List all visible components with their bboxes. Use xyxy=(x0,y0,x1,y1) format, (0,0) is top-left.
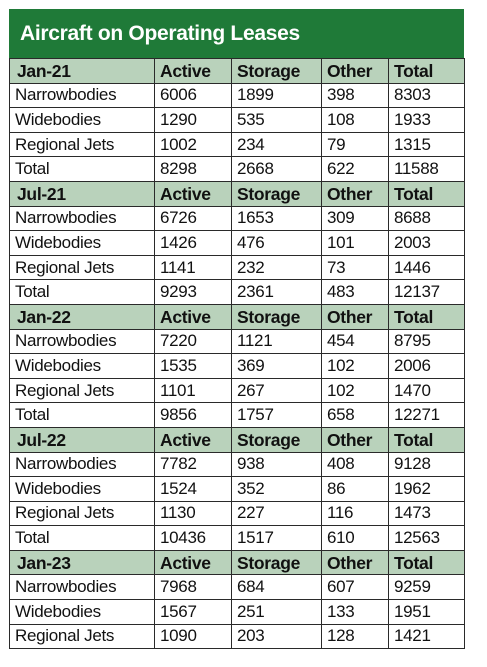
value-cell: 79 xyxy=(322,132,389,157)
value-cell: 483 xyxy=(322,280,389,305)
value-cell: 398 xyxy=(322,83,389,108)
value-cell: 232 xyxy=(232,255,322,280)
value-cell: 6726 xyxy=(155,206,232,231)
table-row xyxy=(10,231,465,256)
value-cell: 267 xyxy=(232,378,322,403)
value-cell: 938 xyxy=(232,452,322,477)
lease-table xyxy=(9,58,465,649)
period-label: Jul-21 xyxy=(10,181,155,206)
value-cell: 101 xyxy=(322,231,389,256)
period-label: Jan-23 xyxy=(10,550,155,575)
row-label: Widebodies xyxy=(10,354,155,379)
value-cell: 309 xyxy=(322,206,389,231)
period-label: Jul-22 xyxy=(10,427,155,452)
value-cell: 1121 xyxy=(232,329,322,354)
section-header-row xyxy=(10,304,465,329)
value-cell: 6006 xyxy=(155,83,232,108)
table-row xyxy=(10,403,465,428)
table-row xyxy=(10,600,465,625)
table-row xyxy=(10,157,465,182)
value-cell: 1130 xyxy=(155,501,232,526)
row-label: Widebodies xyxy=(10,108,155,133)
value-cell: 7782 xyxy=(155,452,232,477)
column-header-active: Active xyxy=(155,181,232,206)
value-cell: 86 xyxy=(322,477,389,502)
value-cell: 7220 xyxy=(155,329,232,354)
table-row xyxy=(10,280,465,305)
value-cell: 1426 xyxy=(155,231,232,256)
table-row xyxy=(10,452,465,477)
value-cell: 133 xyxy=(322,600,389,625)
value-cell: 2003 xyxy=(389,231,465,256)
value-cell: 9128 xyxy=(389,452,465,477)
value-cell: 8298 xyxy=(155,157,232,182)
value-cell: 2361 xyxy=(232,280,322,305)
value-cell: 108 xyxy=(322,108,389,133)
value-cell: 8688 xyxy=(389,206,465,231)
row-label: Narrowbodies xyxy=(10,83,155,108)
value-cell: 476 xyxy=(232,231,322,256)
table-row xyxy=(10,477,465,502)
value-cell: 10436 xyxy=(155,526,232,551)
value-cell: 227 xyxy=(232,501,322,526)
table-row xyxy=(10,132,465,157)
value-cell: 8303 xyxy=(389,83,465,108)
lease-table-figure xyxy=(9,9,464,649)
column-header-storage: Storage xyxy=(232,550,322,575)
column-header-storage: Storage xyxy=(232,59,322,84)
period-label: Jan-22 xyxy=(10,304,155,329)
value-cell: 9259 xyxy=(389,575,465,600)
row-label: Narrowbodies xyxy=(10,575,155,600)
row-label: Total xyxy=(10,526,155,551)
row-label: Total xyxy=(10,403,155,428)
section-header-row xyxy=(10,181,465,206)
value-cell: 607 xyxy=(322,575,389,600)
row-label: Widebodies xyxy=(10,477,155,502)
column-header-other: Other xyxy=(322,550,389,575)
lease-table-body xyxy=(10,59,465,649)
value-cell: 1524 xyxy=(155,477,232,502)
column-header-total: Total xyxy=(389,427,465,452)
column-header-active: Active xyxy=(155,59,232,84)
table-row xyxy=(10,501,465,526)
value-cell: 369 xyxy=(232,354,322,379)
value-cell: 1315 xyxy=(389,132,465,157)
value-cell: 203 xyxy=(232,624,322,649)
table-row xyxy=(10,378,465,403)
value-cell: 1933 xyxy=(389,108,465,133)
column-header-other: Other xyxy=(322,427,389,452)
section-header-row xyxy=(10,550,465,575)
row-label: Regional Jets xyxy=(10,255,155,280)
value-cell: 454 xyxy=(322,329,389,354)
value-cell: 73 xyxy=(322,255,389,280)
value-cell: 684 xyxy=(232,575,322,600)
value-cell: 12271 xyxy=(389,403,465,428)
value-cell: 12563 xyxy=(389,526,465,551)
value-cell: 1002 xyxy=(155,132,232,157)
table-row xyxy=(10,329,465,354)
column-header-other: Other xyxy=(322,304,389,329)
value-cell: 408 xyxy=(322,452,389,477)
value-cell: 1090 xyxy=(155,624,232,649)
column-header-other: Other xyxy=(322,181,389,206)
table-row xyxy=(10,206,465,231)
row-label: Regional Jets xyxy=(10,132,155,157)
value-cell: 1473 xyxy=(389,501,465,526)
value-cell: 12137 xyxy=(389,280,465,305)
value-cell: 1757 xyxy=(232,403,322,428)
value-cell: 1470 xyxy=(389,378,465,403)
table-title: Aircraft on Operating Leases xyxy=(9,9,464,58)
value-cell: 1535 xyxy=(155,354,232,379)
value-cell: 7968 xyxy=(155,575,232,600)
table-row xyxy=(10,255,465,280)
value-cell: 116 xyxy=(322,501,389,526)
row-label: Narrowbodies xyxy=(10,329,155,354)
value-cell: 102 xyxy=(322,354,389,379)
value-cell: 1653 xyxy=(232,206,322,231)
value-cell: 8795 xyxy=(389,329,465,354)
column-header-total: Total xyxy=(389,550,465,575)
value-cell: 1141 xyxy=(155,255,232,280)
column-header-storage: Storage xyxy=(232,304,322,329)
value-cell: 1567 xyxy=(155,600,232,625)
value-cell: 128 xyxy=(322,624,389,649)
column-header-total: Total xyxy=(389,304,465,329)
section-header-row xyxy=(10,59,465,84)
value-cell: 535 xyxy=(232,108,322,133)
row-label: Narrowbodies xyxy=(10,452,155,477)
table-row xyxy=(10,526,465,551)
period-label: Jan-21 xyxy=(10,59,155,84)
value-cell: 1962 xyxy=(389,477,465,502)
row-label: Regional Jets xyxy=(10,624,155,649)
row-label: Widebodies xyxy=(10,231,155,256)
column-header-total: Total xyxy=(389,181,465,206)
row-label: Widebodies xyxy=(10,600,155,625)
row-label: Regional Jets xyxy=(10,378,155,403)
value-cell: 2006 xyxy=(389,354,465,379)
value-cell: 1446 xyxy=(389,255,465,280)
row-label: Narrowbodies xyxy=(10,206,155,231)
value-cell: 9856 xyxy=(155,403,232,428)
value-cell: 622 xyxy=(322,157,389,182)
value-cell: 1517 xyxy=(232,526,322,551)
value-cell: 1101 xyxy=(155,378,232,403)
value-cell: 1951 xyxy=(389,600,465,625)
value-cell: 234 xyxy=(232,132,322,157)
value-cell: 1899 xyxy=(232,83,322,108)
row-label: Regional Jets xyxy=(10,501,155,526)
value-cell: 352 xyxy=(232,477,322,502)
table-row xyxy=(10,575,465,600)
value-cell: 251 xyxy=(232,600,322,625)
column-header-active: Active xyxy=(155,550,232,575)
row-label: Total xyxy=(10,157,155,182)
row-label: Total xyxy=(10,280,155,305)
value-cell: 1421 xyxy=(389,624,465,649)
column-header-active: Active xyxy=(155,427,232,452)
table-row xyxy=(10,108,465,133)
value-cell: 610 xyxy=(322,526,389,551)
column-header-other: Other xyxy=(322,59,389,84)
table-row xyxy=(10,83,465,108)
table-row xyxy=(10,354,465,379)
value-cell: 1290 xyxy=(155,108,232,133)
column-header-total: Total xyxy=(389,59,465,84)
value-cell: 11588 xyxy=(389,157,465,182)
value-cell: 9293 xyxy=(155,280,232,305)
section-header-row xyxy=(10,427,465,452)
value-cell: 102 xyxy=(322,378,389,403)
value-cell: 658 xyxy=(322,403,389,428)
value-cell: 2668 xyxy=(232,157,322,182)
table-row xyxy=(10,624,465,649)
column-header-storage: Storage xyxy=(232,181,322,206)
column-header-active: Active xyxy=(155,304,232,329)
column-header-storage: Storage xyxy=(232,427,322,452)
